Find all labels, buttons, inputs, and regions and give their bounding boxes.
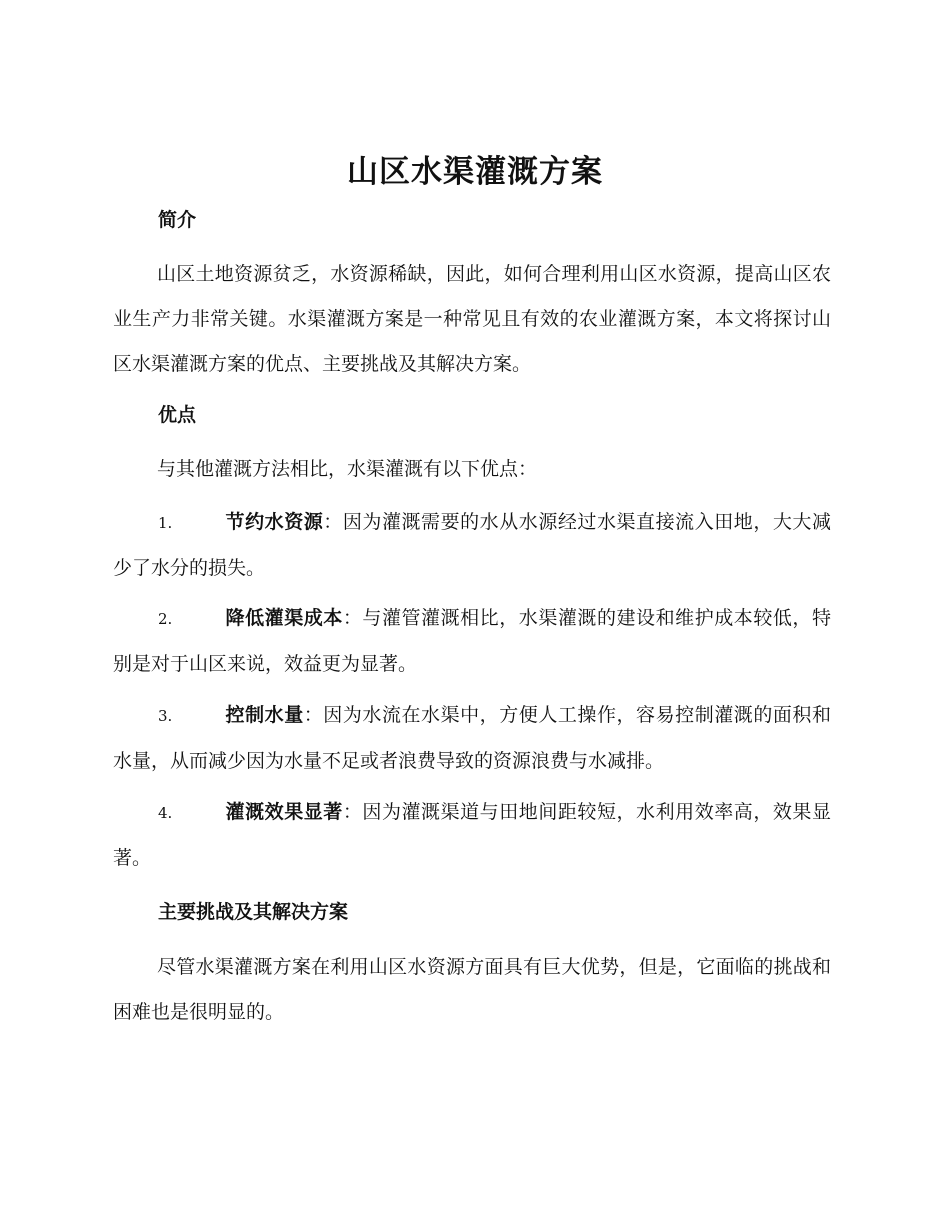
section-heading-challenges: 主要挑战及其解决方案 xyxy=(158,901,349,923)
list-item xyxy=(113,790,831,881)
section-heading-advantages: 优点 xyxy=(158,404,197,426)
list-item-number: 2. xyxy=(158,610,173,628)
list-item xyxy=(113,693,831,784)
list-item-term: 节约水资源 xyxy=(225,511,324,533)
list-item-text: ：与灌管灌溉相比，水渠灌溉的建设和维护成本较低，特别是对于山区来说，效益更为显著。 xyxy=(113,607,831,675)
document-title: 山区水渠灌溉方案 xyxy=(347,154,603,190)
list-item xyxy=(113,500,831,591)
list-item xyxy=(113,596,831,687)
list-item-number: 3. xyxy=(158,707,173,725)
list-item-term: 灌溉效果显著 xyxy=(225,801,343,823)
intro-paragraph: 山区土地资源贫乏，水资源稀缺，因此，如何合理利用山区水资源，提高山区农业生产力非常关键。水渠灌溉方案是一种常见且有效的农业灌溉方案，本文将探讨山区水渠灌溉方案的优点、主要挑战及其解决方案。 xyxy=(113,263,831,375)
list-item-text: ：因为灌溉渠道与田地间距较短，水利用效率高，效果显著。 xyxy=(113,801,831,869)
list-item-number: 4. xyxy=(158,804,173,822)
challenges-paragraph: 尽管水渠灌溉方案在利用山区水资源方面具有巨大优势，但是，它面临的挑战和困难也是很明显的。 xyxy=(113,956,831,1023)
advantages-intro-paragraph: 与其他灌溉方法相比，水渠灌溉有以下优点： xyxy=(157,458,538,480)
list-item-term: 降低灌渠成本 xyxy=(225,607,343,629)
section-heading-intro: 简介 xyxy=(158,209,197,231)
list-item-text: ：因为灌溉需要的水从水源经过水渠直接流入田地，大大减少了水分的损失。 xyxy=(113,511,831,579)
list-item-term: 控制水量 xyxy=(225,704,304,726)
list-item-number: 1. xyxy=(158,514,173,532)
list-item-text: ：因为水流在水渠中，方便人工操作，容易控制灌溉的面积和水量，从而减少因为水量不足或者浪费导致的资源浪费与水减排。 xyxy=(113,704,831,772)
